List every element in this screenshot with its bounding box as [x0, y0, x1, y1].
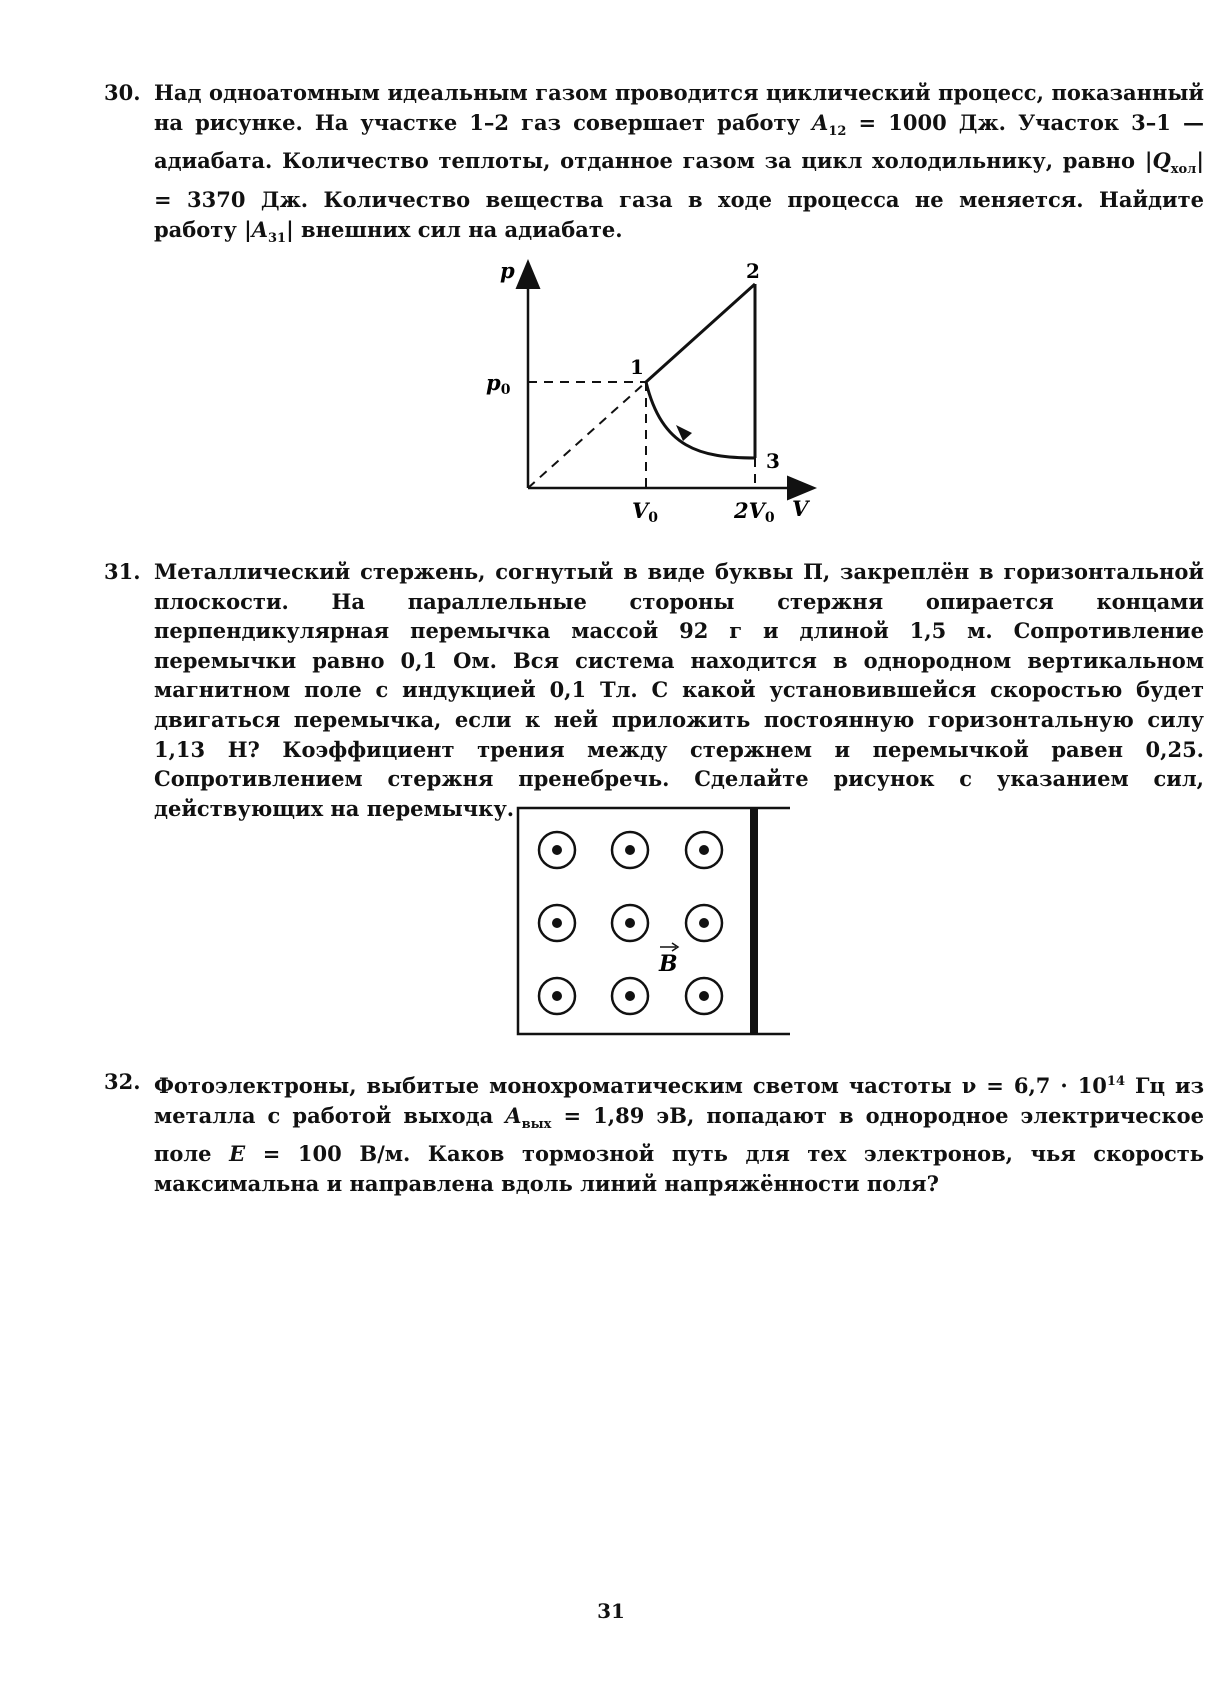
problem-30: [104, 78, 1204, 254]
problem-number: 30.: [104, 80, 141, 105]
2v0-label: 2V0: [734, 498, 775, 526]
problem-32: [104, 1067, 1204, 1199]
field-out-of-page-icon: [612, 905, 648, 941]
field-label-b: B: [659, 951, 678, 977]
problem-text: Над одноатомным идеальным газом проводится циклический процесс, показанный на рисунке. На участке 1–2 газ совершает работу $A_{12} = 1000$ Дж. Участок 3–1 — адиабата. Количество теплоты, отданное газом за цикл холодильнику, равно $|Q_{хол}| = 3370$ Дж. Количество вещества газа в ходе процесса не меняется. Найдите работу $|A_{31}|$ внешних сил на адиабате.: [154, 80, 1205, 246]
field-out-of-page-icon: [539, 978, 575, 1014]
field-out-of-page-icon: [686, 905, 722, 941]
problem-text: Металлический стержень, согнутый в виде буквы П, закреплён в горизонтальной плоскости. На параллельные стороны стержня опирается концами перпендикулярная перемычка массой 92 г и длиной 1,5 м. Сопротивление перемычки равно 0,1 Ом. Вся система находится в однородном вертикальном магнитном поле с индукцией 0,1 Тл. С какой установившейся скоростью будет двигаться перемычка, если к ней приложить постоянную горизонтальную силу 1,13 Н? Коэффициент трения между стержнем и перемычкой равен 0,25. Сопротивлением стержня пренебречь. Сделайте рисунок с указанием сил, действующих на перемычку.: [154, 559, 1204, 821]
pv-diagram: [486, 258, 830, 528]
field-out-of-page-icon: [612, 832, 648, 868]
field-out-of-page-icon: [686, 832, 722, 868]
crossbar: [750, 808, 758, 1034]
point-3-label: 3: [766, 449, 780, 473]
point-1-label: 1: [630, 355, 644, 379]
page-number: 31: [597, 1599, 625, 1623]
p0-label: p0: [486, 370, 511, 398]
process-1-2: [646, 284, 755, 382]
problem-number: 32.: [104, 1069, 141, 1094]
axis-p-label: p: [500, 258, 515, 283]
point-2-label: 2: [746, 259, 760, 283]
field-out-of-page-icon: [539, 832, 575, 868]
v0-label: V0: [632, 498, 659, 526]
field-out-of-page-icon: [686, 978, 722, 1014]
field-out-of-page-icon: [539, 905, 575, 941]
axis-v-label: V: [792, 496, 809, 521]
origin-dashed-line: [528, 382, 646, 488]
problem-number: 31.: [104, 559, 141, 584]
field-vectors: [539, 832, 722, 1014]
field-out-of-page-icon: [612, 978, 648, 1014]
process-3-1-adiabat: [646, 382, 755, 458]
magnetic-field-diagram: [514, 804, 794, 1040]
problem-text: Фотоэлектроны, выбитые монохроматическим светом частоты $\nu = 6,7 \cdot 10^{14}$ Гц из металла с работой выхода $A_{вых} = 1,89$ эВ, попадают в однородное электрическое поле E = 100 В/м. Каков тормозной путь для тех электронов, чья скорость максимальна и направлена вдоль линий напряжённости поля?: [154, 1073, 1204, 1196]
problem-31: [104, 557, 1204, 823]
